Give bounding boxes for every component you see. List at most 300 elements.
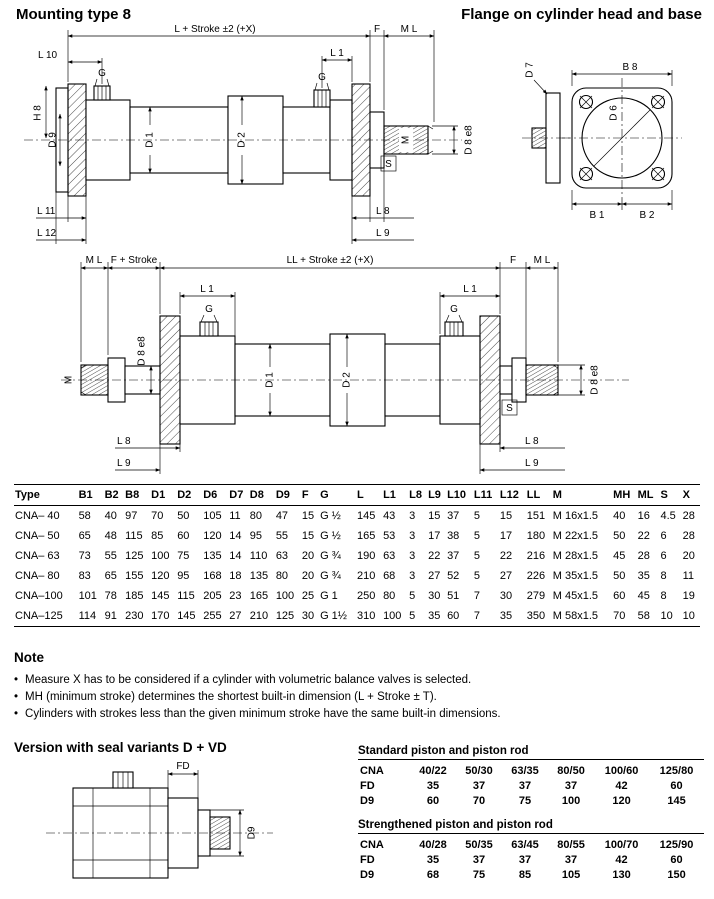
table-cell: 85 <box>151 530 164 542</box>
dim-label-s: S <box>385 159 392 170</box>
table-cell: 80 <box>383 590 396 602</box>
table-cell: 6 <box>660 530 667 542</box>
table-cell: 63 <box>383 550 396 562</box>
table-cell: 8 <box>660 570 667 582</box>
dim-label-l1: L 1 <box>330 48 344 59</box>
table-cell: 250 <box>357 590 376 602</box>
dim-label-g1: G <box>205 304 213 315</box>
column-header: MH <box>612 485 636 506</box>
table-cell: 155 <box>125 570 144 582</box>
table-cell: 5 <box>473 530 480 542</box>
column-header: F <box>301 485 319 506</box>
column-header: S <box>659 485 681 506</box>
table-cell: 205 <box>203 590 222 602</box>
table-cell: FD <box>360 853 375 866</box>
table-cell: 60 <box>613 590 626 602</box>
table-cell: 60 <box>177 530 190 542</box>
dim-label-d2: D 2 <box>341 372 353 388</box>
dim-label-l8: L 8 <box>376 206 390 217</box>
table-cell: 6 <box>660 550 667 562</box>
table-cell: FD <box>360 779 375 792</box>
table-cell: G 1 <box>320 590 338 602</box>
table-cell: 145 <box>176 606 202 627</box>
table-cell: 58 <box>637 606 660 627</box>
table-cell: 255 <box>202 606 228 627</box>
table-cell: 145 <box>667 794 686 807</box>
dim-label-l1-left: L 1 <box>200 284 214 295</box>
table-cell: 210 <box>249 606 275 627</box>
table-cell: M 35x1.5 <box>552 570 598 582</box>
column-header: D8 <box>249 485 275 506</box>
table-cell: 210 <box>357 570 376 582</box>
table-row <box>358 793 704 808</box>
column-header: G <box>319 485 356 506</box>
port-g2 <box>445 315 463 336</box>
table-cell: 110 <box>249 550 268 562</box>
table-row <box>14 546 700 566</box>
table-cell: 130 <box>612 868 631 881</box>
dim-label-ml-left: M L <box>85 255 103 266</box>
dim-label-l8-right: L 8 <box>525 436 539 447</box>
table-cell: 100 <box>151 550 170 562</box>
table-header-row <box>14 485 700 506</box>
table-cell: 70 <box>151 510 164 522</box>
table-cell: 75 <box>177 550 190 562</box>
bullet-icon: • <box>14 691 19 703</box>
piston-rod-tables <box>358 745 704 893</box>
column-header: CNA <box>360 838 384 851</box>
dim-label-d8e8-left: D 8 e8 <box>136 336 148 366</box>
table-cell: CNA–100 <box>15 590 63 602</box>
table-cell: 85 <box>518 868 532 881</box>
table-cell: 226 <box>526 570 546 582</box>
dim-label-l8-left: L 8 <box>117 436 131 447</box>
dim-label-l9-right: L 9 <box>525 458 539 469</box>
table-cell: 115 <box>125 530 143 542</box>
column-header: D7 <box>228 485 249 506</box>
table-cell: 15 <box>428 510 441 522</box>
table-cell: 22 <box>428 550 441 562</box>
table-row <box>14 526 700 546</box>
table-cell: 30 <box>301 606 319 627</box>
table-cell: 35 <box>426 779 440 792</box>
dim-label-ml: M L <box>400 24 418 35</box>
table-cell: 95 <box>177 570 190 582</box>
table-cell: 120 <box>203 530 222 542</box>
dim-label-g2: G <box>450 304 458 315</box>
column-header: L1 <box>382 485 408 506</box>
table-cell: 16 <box>637 510 650 522</box>
dim-label-f-stroke: F + Stroke <box>110 255 158 266</box>
table-cell: 37 <box>518 853 532 866</box>
table-cell: 190 <box>357 550 376 562</box>
table-cell: D9 <box>360 868 375 881</box>
column-header: X <box>682 485 700 506</box>
table-cell: 37 <box>564 853 578 866</box>
note-bullet-3 <box>14 708 684 720</box>
table-cell: 20 <box>301 570 315 582</box>
table-cell: 135 <box>203 550 222 562</box>
table-cell: 95 <box>249 530 263 542</box>
table-cell: 145 <box>357 510 376 522</box>
dim-label-l9-left: L 9 <box>117 458 131 469</box>
dim-label-d1: D 1 <box>264 372 276 388</box>
table-cell: 20 <box>682 550 695 562</box>
table-cell: 114 <box>78 606 104 627</box>
table-cell: 4.5 <box>660 510 676 522</box>
table-cell: 10 <box>682 606 700 627</box>
table-cell: 17 <box>499 530 513 542</box>
table-cell: 120 <box>151 570 170 582</box>
table-cell: 185 <box>125 590 144 602</box>
column-header: B8 <box>124 485 150 506</box>
table-cell: 27 <box>499 570 513 582</box>
table-cell: 37 <box>472 779 486 792</box>
table-row <box>358 778 704 793</box>
column-header: L9 <box>427 485 446 506</box>
table-cell: 3 <box>409 510 416 522</box>
table-cell: 101 <box>78 590 97 602</box>
table-cell: 52 <box>447 570 460 582</box>
table-cell: 15 <box>499 510 513 522</box>
table-cell: 100 <box>275 590 295 602</box>
table-cell: 70 <box>472 794 486 807</box>
column-header: L11 <box>473 485 499 506</box>
table-cell: 18 <box>229 570 242 582</box>
table-cell: 37 <box>564 779 578 792</box>
table-cell: 40 <box>104 510 117 522</box>
table-cell: 65 <box>104 570 117 582</box>
dim-label-l1-right: L 1 <box>463 284 477 295</box>
bullet-icon: • <box>14 708 19 720</box>
table-header-row <box>358 837 704 852</box>
table-cell: 165 <box>357 530 376 542</box>
table-cell: 216 <box>526 550 546 562</box>
note-text: Cylinders with strokes less than the given minimum stroke have the same built-in dimensions. <box>25 708 501 720</box>
table-cell: 5 <box>473 550 480 562</box>
table-cell: 37 <box>518 779 532 792</box>
column-header: ML <box>637 485 660 506</box>
column-header: 80/55 <box>557 838 585 851</box>
table-row <box>358 867 704 882</box>
table-cell: CNA– 80 <box>15 570 60 582</box>
table-cell: CNA– 40 <box>15 510 60 522</box>
dimension-table <box>14 484 700 627</box>
column-header: CNA <box>360 764 384 777</box>
table-cell: 165 <box>249 590 269 602</box>
table-cell: 53 <box>383 530 396 542</box>
table-cell: 83 <box>78 570 91 582</box>
table-cell: G ¾ <box>320 550 341 562</box>
column-header: L10 <box>446 485 473 506</box>
table-cell: 35 <box>637 570 650 582</box>
column-header: 63/35 <box>511 764 539 777</box>
table-cell: 170 <box>150 606 176 627</box>
table-cell: 37 <box>447 510 460 522</box>
table-cell: 91 <box>104 606 125 627</box>
dim-label-h8: H 8 <box>32 105 44 121</box>
dim-label-d2: D 2 <box>236 132 248 148</box>
drawing-cylinder-head-flange <box>10 22 490 252</box>
dim-label-b1: B 1 <box>589 210 605 221</box>
table-cell: 28 <box>637 550 650 562</box>
table-cell: 27 <box>428 570 441 582</box>
strengthened-piston-title: Strengthened piston and piston rod <box>358 819 704 834</box>
dim-label-d8e8-right: D 8 e8 <box>589 365 601 395</box>
table-cell: G ¾ <box>320 570 341 582</box>
dim-label-b8: B 8 <box>622 62 638 73</box>
dim-label-l-stroke: L + Stroke ±2 (+X) <box>174 24 256 35</box>
column-header: 50/35 <box>465 838 493 851</box>
table-cell: 22 <box>637 530 650 542</box>
column-header: 100/70 <box>604 838 639 851</box>
port-g1 <box>200 315 218 336</box>
table-cell: G ½ <box>320 530 341 542</box>
table-row <box>14 566 700 586</box>
note-heading: Note <box>14 650 44 665</box>
table-cell: 55 <box>275 530 289 542</box>
note-bullet-2 <box>14 691 684 703</box>
dim-label-s: S <box>506 403 513 414</box>
dim-label-m: M <box>400 135 412 145</box>
drawing-seal-variant <box>38 758 288 898</box>
dim-label-g2: G <box>318 72 326 83</box>
column-header: 63/45 <box>511 838 539 851</box>
column-header: 125/80 <box>659 764 694 777</box>
table-cell: 28 <box>682 530 695 542</box>
table-cell: 60 <box>426 794 440 807</box>
table-cell: 10 <box>659 606 681 627</box>
strengthened-piston-block <box>358 819 704 882</box>
dim-label-d1: D 1 <box>144 132 156 148</box>
table-cell: 58 <box>78 510 91 522</box>
column-header: Type <box>14 485 78 506</box>
table-cell: 80 <box>275 570 289 582</box>
table-cell: 37 <box>447 550 460 562</box>
table-cell: M 16x1.5 <box>552 510 598 522</box>
strengthened-piston-table <box>358 837 704 882</box>
table-cell: 19 <box>682 590 695 602</box>
table-cell: 125 <box>275 606 301 627</box>
table-cell: 310 <box>356 606 382 627</box>
drawing-flange-face-view <box>510 46 710 236</box>
column-header: 100/60 <box>604 764 639 777</box>
standard-piston-title: Standard piston and piston rod <box>358 745 704 760</box>
column-header: 40/22 <box>419 764 447 777</box>
table-cell: 38 <box>447 530 460 542</box>
table-cell: 97 <box>125 510 138 522</box>
column-header: D9 <box>275 485 301 506</box>
table-cell: 42 <box>615 853 628 866</box>
dim-label-l9: L 9 <box>376 228 390 239</box>
table-cell: 279 <box>526 590 546 602</box>
column-header: L8 <box>408 485 427 506</box>
table-cell: 60 <box>446 606 473 627</box>
dim-label-f: F <box>373 24 381 35</box>
table-cell: 35 <box>427 606 446 627</box>
page-title-flange: Flange on cylinder head and base <box>461 6 702 23</box>
table-cell: CNA–125 <box>14 606 78 627</box>
column-header: B2 <box>104 485 125 506</box>
table-cell: 145 <box>151 590 170 602</box>
table-cell: 55 <box>104 550 117 562</box>
dim-label-ll-stroke: LL + Stroke ±2 (+X) <box>286 255 374 266</box>
table-cell: 63 <box>275 550 289 562</box>
table-cell: G 1½ <box>319 606 356 627</box>
table-cell: 50 <box>613 570 626 582</box>
table-cell: 168 <box>203 570 222 582</box>
table-cell: 22 <box>499 550 513 562</box>
column-header: D2 <box>176 485 202 506</box>
column-header: D1 <box>150 485 176 506</box>
table-cell: M 45x1.5 <box>552 590 598 602</box>
dim-label-m: M <box>63 375 75 385</box>
seal-variant-title: Version with seal variants D + VD <box>14 740 227 755</box>
table-cell: 5 <box>408 606 427 627</box>
table-cell: 15 <box>301 510 315 522</box>
dim-label-l11: L 11 <box>37 206 56 217</box>
table-cell: 3 <box>409 530 416 542</box>
column-header: L <box>356 485 382 506</box>
column-header: D6 <box>202 485 228 506</box>
page-title-mounting-type: Mounting type 8 <box>16 6 131 23</box>
table-cell: 180 <box>526 530 546 542</box>
table-cell: 151 <box>526 510 546 522</box>
table-cell: 70 <box>612 606 636 627</box>
dim-label-ml-right: M L <box>533 255 551 266</box>
table-cell: 68 <box>426 868 440 881</box>
table-row <box>14 506 700 527</box>
table-cell: M 28x1.5 <box>552 550 598 562</box>
table-cell: 23 <box>229 590 242 602</box>
table-cell: 7 <box>473 590 480 602</box>
table-cell: 105 <box>203 510 222 522</box>
table-cell: 60 <box>670 853 683 866</box>
table-row <box>14 606 700 627</box>
table-cell: 11 <box>229 510 241 522</box>
table-cell: 150 <box>667 868 686 881</box>
dim-label-d9: D 9 <box>47 132 59 148</box>
dim-label-d9: D9 <box>246 826 258 840</box>
table-cell: 135 <box>249 570 269 582</box>
table-cell: 47 <box>275 510 289 522</box>
dim-label-d8e8: D 8 e8 <box>463 125 475 155</box>
table-cell: 37 <box>472 853 486 866</box>
column-header: 80/50 <box>557 764 585 777</box>
dim-label-fd: FD <box>176 761 190 772</box>
table-cell: 75 <box>518 794 532 807</box>
table-cell: 68 <box>383 570 396 582</box>
table-cell: M 22x1.5 <box>552 530 598 542</box>
table-cell: 35 <box>499 606 526 627</box>
note-text: MH (minimum stroke) determines the shortest built-in dimension (L + Stroke ± T). <box>25 691 437 703</box>
table-cell: 11 <box>682 570 695 582</box>
table-row <box>358 852 704 867</box>
dim-label-b2: B 2 <box>639 210 655 221</box>
drawing-cylinder-head-and-base-flange <box>55 250 635 478</box>
column-header: B1 <box>78 485 104 506</box>
note-bullet-1 <box>14 674 684 686</box>
table-cell: 14 <box>229 550 242 562</box>
note-section <box>14 650 684 725</box>
table-cell: 125 <box>125 550 144 562</box>
table-cell: 51 <box>447 590 460 602</box>
table-cell: 8 <box>660 590 667 602</box>
table-cell: 5 <box>473 570 480 582</box>
table-cell: 27 <box>228 606 249 627</box>
table-cell: M 58x1.5 <box>552 606 612 627</box>
table-cell: 5 <box>409 590 416 602</box>
table-cell: 45 <box>613 550 626 562</box>
table-cell: 50 <box>177 510 190 522</box>
column-header: 40/28 <box>419 838 447 851</box>
table-cell: 3 <box>409 550 416 562</box>
dim-label-g1: G <box>98 68 106 79</box>
table-cell: 73 <box>78 550 91 562</box>
table-cell: 100 <box>382 606 408 627</box>
table-cell: 30 <box>428 590 441 602</box>
dim-label-l12: L 12 <box>37 228 57 239</box>
table-cell: D9 <box>360 794 375 807</box>
table-cell: 50 <box>613 530 626 542</box>
table-cell: 5 <box>473 510 480 522</box>
column-header: 125/90 <box>659 838 694 851</box>
table-cell: 7 <box>473 606 499 627</box>
table-cell: 45 <box>637 590 650 602</box>
table-header-row <box>358 763 704 778</box>
table-cell: G ½ <box>320 510 341 522</box>
bullet-icon: • <box>14 674 19 686</box>
table-cell: 75 <box>472 868 486 881</box>
table-cell: 42 <box>615 779 628 792</box>
table-cell: 48 <box>104 530 117 542</box>
table-cell: 78 <box>104 590 117 602</box>
table-cell: 60 <box>670 779 683 792</box>
dim-label-l10: L 10 <box>38 50 58 61</box>
table-cell: 105 <box>561 868 581 881</box>
column-header: L12 <box>499 485 526 506</box>
dim-label-f: F <box>509 255 517 266</box>
table-cell: 20 <box>301 550 315 562</box>
table-cell: 350 <box>526 606 552 627</box>
column-header: M <box>552 485 612 506</box>
table-cell: 40 <box>613 510 626 522</box>
table-cell: CNA– 50 <box>15 530 60 542</box>
table-cell: 25 <box>301 590 315 602</box>
table-cell: 100 <box>561 794 581 807</box>
table-cell: 43 <box>383 510 396 522</box>
table-cell: 14 <box>229 530 242 542</box>
table-cell: 115 <box>177 590 195 602</box>
table-cell: CNA– 63 <box>15 550 60 562</box>
table-cell: 30 <box>499 590 513 602</box>
table-cell: 17 <box>428 530 441 542</box>
standard-piston-block <box>358 745 704 808</box>
table-cell: 230 <box>124 606 150 627</box>
seal-head-body <box>73 772 230 878</box>
dim-label-d7: D 7 <box>524 62 536 78</box>
table-cell: 120 <box>612 794 631 807</box>
table-cell: 35 <box>426 853 440 866</box>
table-cell: 65 <box>78 530 91 542</box>
table-cell: 15 <box>301 530 315 542</box>
table-cell: 28 <box>682 510 695 522</box>
table-row <box>14 586 700 606</box>
standard-piston-table <box>358 763 704 808</box>
note-text: Measure X has to be considered if a cylinder with volumetric balance valves is selected. <box>25 674 472 686</box>
table-cell: 80 <box>249 510 263 522</box>
column-header: LL <box>526 485 552 506</box>
